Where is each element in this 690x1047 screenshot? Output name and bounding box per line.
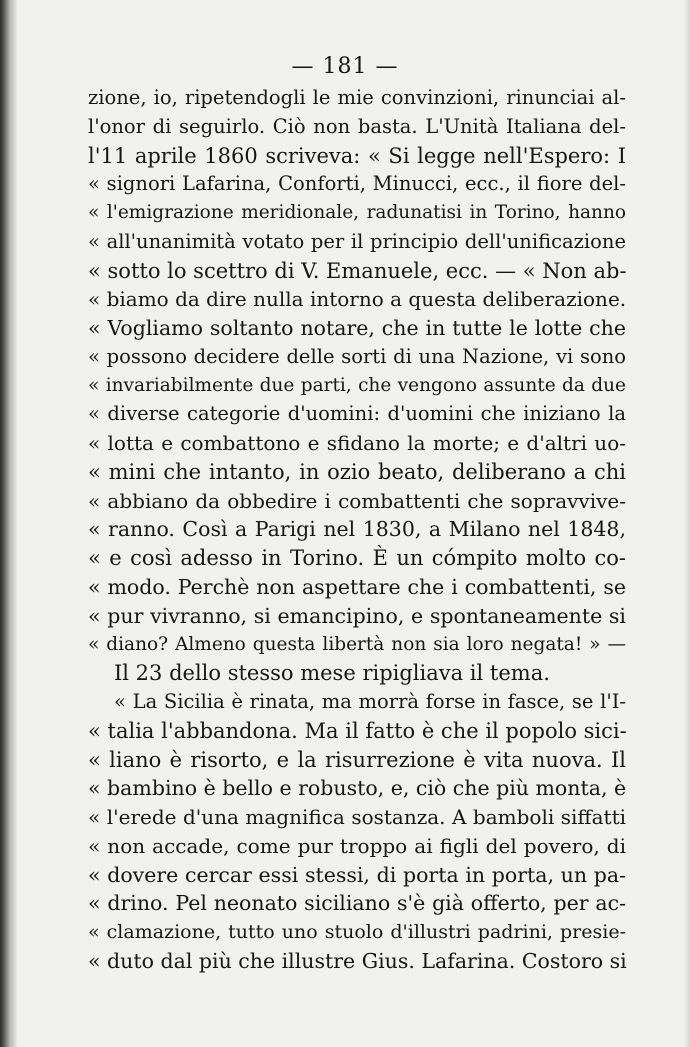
text-line: zione, io, ripetendogli le mie convinzioni, rinunciai al- xyxy=(88,86,626,109)
text-line: « liano è risorto, e la risurrezione è vita nuova. Il xyxy=(88,747,626,772)
text-line: « invariabilmente due parti, che vengono assunte da due xyxy=(88,374,626,396)
text-line: « biamo da dire nulla intorno a questa deliberazione. xyxy=(88,287,627,312)
text-line: « e così adesso in Torino. È un cómpito molto co- xyxy=(88,546,626,571)
text-line: « talia l'abbandona. Ma il fatto è che il popolo sici- xyxy=(88,718,627,743)
text-line: Il 23 dello stesso mese ripigliava il tema. xyxy=(114,661,550,686)
text-line: « pur vivranno, si emancipino, e spontaneamente si xyxy=(88,603,626,628)
text-line: « possono decidere delle sorti di una Nazione, vi sono xyxy=(88,344,626,368)
text-line: « bambino è bello e robusto, e, ciò che più monta, è xyxy=(88,776,627,801)
text-line: l'onor di seguirlo. Ciò non basta. L'Unità Italiana del- xyxy=(88,114,626,138)
page-number: — 181 — xyxy=(291,54,399,79)
book-gutter-shadow xyxy=(0,0,18,1047)
text-line: « signori Lafarina, Conforti, Minucci, ecc., il fiore del- xyxy=(88,172,626,196)
text-line: « sotto lo scettro di V. Emanuele, ecc. — « Non ab- xyxy=(88,258,627,283)
text-line: « diverse categorie d'uomini: d'uomini che iniziano la xyxy=(88,402,626,426)
body-text xyxy=(88,84,626,976)
text-line: « lotta e combattono e sfidano la morte; e d'altri uo- xyxy=(88,431,626,456)
text-line: « duto dal più che illustre Gius. Lafarina. Costoro si xyxy=(88,948,627,973)
text-line: l'11 aprile 1860 scriveva: « Si legge nell'Espero: I xyxy=(88,143,626,168)
text-line: « mini che intanto, in ozio beato, deliberano a chi xyxy=(88,459,626,484)
text-line: « Vogliamo soltanto notare, che in tutte le lotte che xyxy=(88,316,626,341)
text-line: « dovere cercar essi stessi, di porta in porta, un pa- xyxy=(88,862,626,887)
text-line: « abbiano da obbedire i combattenti che sopravvive- xyxy=(88,488,626,513)
text-line: « modo. Perchè non aspettare che i combattenti, se xyxy=(88,575,626,600)
text-line: « all'unanimità votato per il principio dell'unificazione xyxy=(88,229,626,253)
text-line: « diano? Almeno questa libertà non sia loro negata! » — xyxy=(88,633,626,655)
text-line: « ranno. Così a Parigi nel 1830, a Milano nel 1848, xyxy=(88,517,626,542)
text-line: « l'erede d'una magnifica sostanza. A bamboli siffatti xyxy=(88,805,626,830)
text-line: « non accade, come pur troppo ai figli del povero, di xyxy=(88,833,626,858)
page-edge xyxy=(684,0,690,1047)
text-line: « clamazione, tutto uno stuolo d'illustri padrini, presie- xyxy=(88,921,626,944)
text-line: « l'emigrazione meridionale, radunatisi in Torino, hanno xyxy=(88,202,626,224)
text-line: « La Sicilia è rinata, ma morrà forse in fasce, se l'I- xyxy=(114,690,626,714)
text-line: « drino. Pel neonato siciliano s'è già offerto, per ac- xyxy=(88,891,626,916)
